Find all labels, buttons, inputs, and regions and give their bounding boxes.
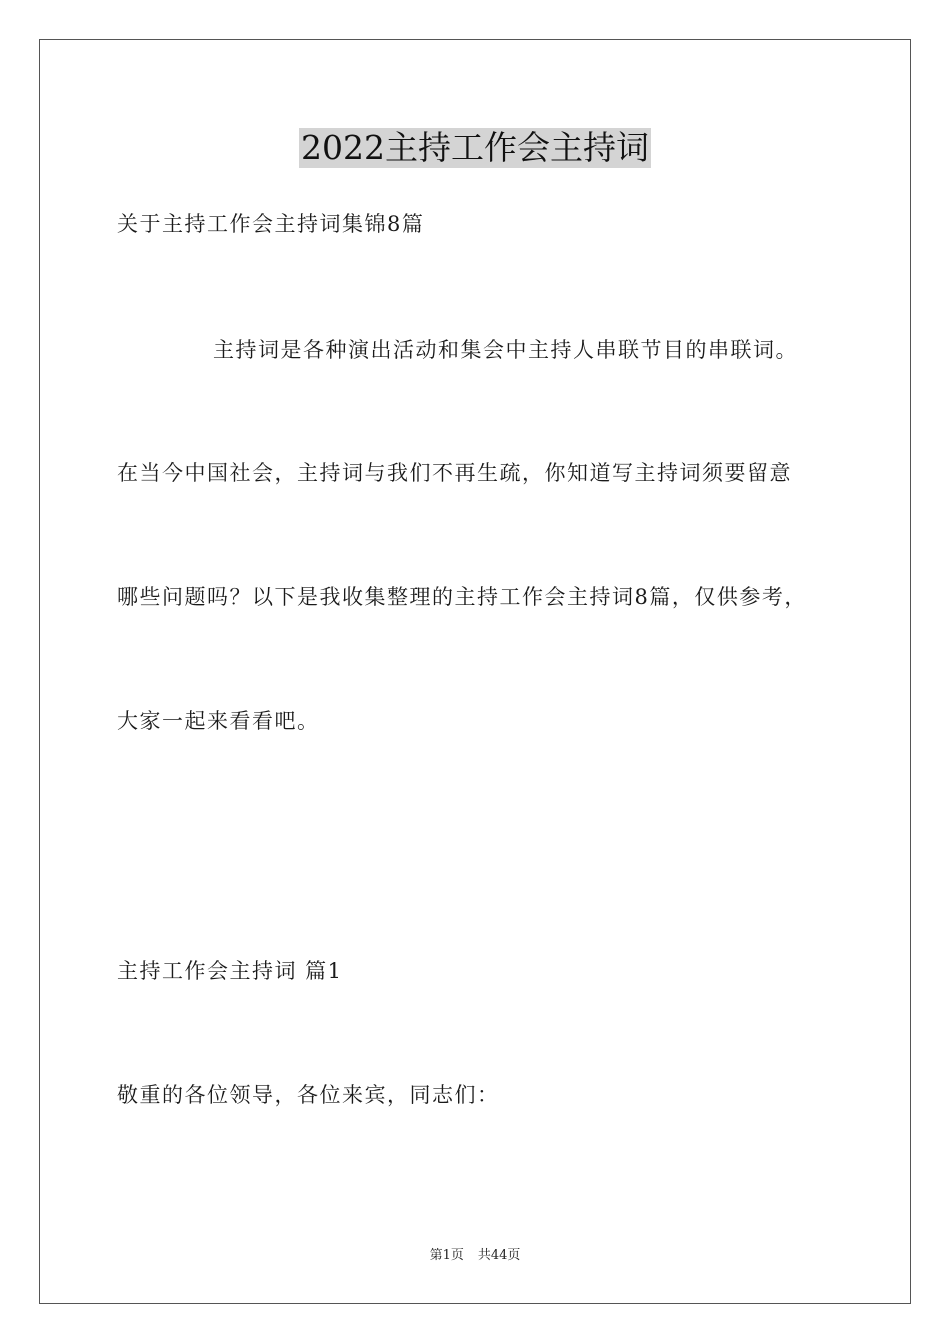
paragraph-line-3: 哪些问题吗？以下是我收集整理的主持工作会主持词8篇，仅供参考， (117, 585, 807, 609)
document-subtitle: 关于主持工作会主持词集锦8篇 (117, 212, 425, 236)
page-footer (0, 1247, 950, 1265)
title-container (0, 128, 950, 168)
paragraph-line-2: 在当今中国社会，主持词与我们不再生疏，你知道写主持词须要留意 (117, 461, 792, 485)
paragraph-line-4: 大家一起来看看吧。 (117, 709, 320, 733)
section-heading: 主持工作会主持词 篇1 (117, 959, 343, 983)
document-title: 2022主持工作会主持词 (301, 128, 649, 167)
paragraph-line-1: 主持词是各种演出活动和集会中主持人串联节目的串联词。 (213, 338, 798, 362)
greeting-line: 敬重的各位领导，各位来宾，同志们： (117, 1083, 500, 1107)
page-number: 第1页 (429, 1248, 464, 1263)
page-total: 共44页 (477, 1248, 521, 1263)
